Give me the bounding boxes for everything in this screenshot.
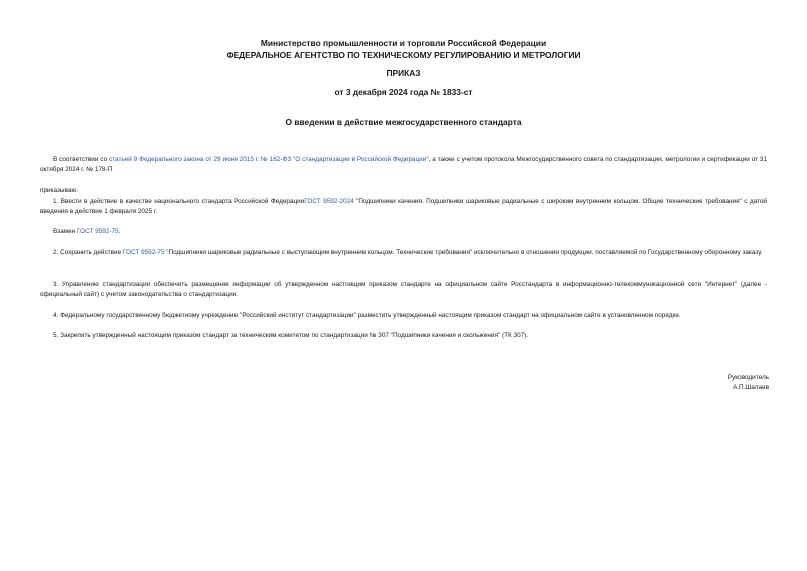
item-2 [40, 248, 767, 258]
decree-word-text: приказываю: [40, 187, 78, 194]
signature-position: Руководитель [727, 374, 769, 381]
signature-block [728, 373, 769, 392]
replacement-note [40, 227, 767, 237]
order-type: ПРИКАЗ [386, 68, 421, 78]
item-5-paragraph: 5. Закрепить утвержденный настоящим приказом стандарт за техническим комитетом по стандартизации № 307 "Подшипники качения и скольжения" (ТК 307). [53, 332, 529, 339]
gost-9592-75-link[interactable]: ГОСТ 9592-75 [77, 228, 119, 235]
gost-9592-2024-link[interactable]: ГОСТ 9592-2024 [304, 198, 354, 205]
order-date-number: от 3 декабря 2024 года № 1833-ст [334, 87, 473, 97]
decree-word [40, 186, 767, 196]
agency-name: ФЕДЕРАЛЬНОЕ АГЕНТСТВО ПО ТЕХНИЧЕСКОМУ РЕГУЛИРОВАНИЮ И МЕТРОЛОГИИ [226, 50, 581, 60]
item-1-text-2: "Подшипники качения. Подшипники шариковые радиальные с широким внутренним кольцом. Общие технические требования" с датой введения в действие 1 февраля 2025 г. [40, 198, 767, 215]
gost-9592-75-link-2[interactable]: ГОСТ 9592-75 [122, 249, 165, 256]
ministry-name: Министерство промышленности и торговли Российской Федерации [260, 38, 547, 48]
item-2-text-1: 2. Сохранить действие [53, 249, 123, 256]
preamble-text-2: , а также с учетом протокола Межгосударственного совета по стандартизации, метрологии и сертификации от 31 октября 2024 г. № 178-П [40, 156, 768, 173]
signature-name: А.П.Шалаев [732, 383, 769, 391]
replacement-text: Взамен [53, 228, 77, 235]
item-3 [40, 280, 767, 300]
item-3-paragraph: 3. Управлению стандартизации обеспечить размещение информации об утвержденном настоящим приказом стандарте на официальном сайте Росстандарта в информационно-телекоммуникационной сети "Интернет" (далее - официальный сайт) с учетом законодательства о стандартизации. [40, 281, 767, 298]
item-2-text-2: "Подшипники шариковые радиальные с выступающим внутренним кольцом. Технические требования" исключительно в отношении продукции, поставляемой по Государственному оборонному заказу. [164, 249, 763, 256]
item-2-paragraph [40, 248, 767, 258]
item-4-paragraph: 4. Федеральному государственному бюджетному учреждению "Российский институт стандартизации" разместить утвержденный настоящим приказом стандарт на официальном сайте в установленном порядке. [53, 312, 681, 319]
federal-law-link[interactable]: статьей 9 Федерального закона от 29 июня 2015 г. № 162-ФЗ "О стандартизации в Российской Федерации" [108, 156, 429, 163]
item-4 [40, 311, 767, 321]
item-1-text-1: 1. Ввести в действие в качестве национального стандарта Российской Федерации [53, 198, 305, 205]
order-subject: О введении в действие межгосударственного стандарта [285, 117, 522, 127]
preamble [40, 155, 767, 175]
item-5 [40, 331, 767, 341]
replacement-paragraph [40, 227, 767, 237]
preamble-paragraph [40, 155, 767, 175]
replacement-end: . [118, 228, 121, 235]
document-header [0, 37, 807, 61]
preamble-text-1: В соответствии со [53, 156, 109, 163]
item-1 [40, 197, 767, 217]
item-1-paragraph [40, 197, 767, 217]
